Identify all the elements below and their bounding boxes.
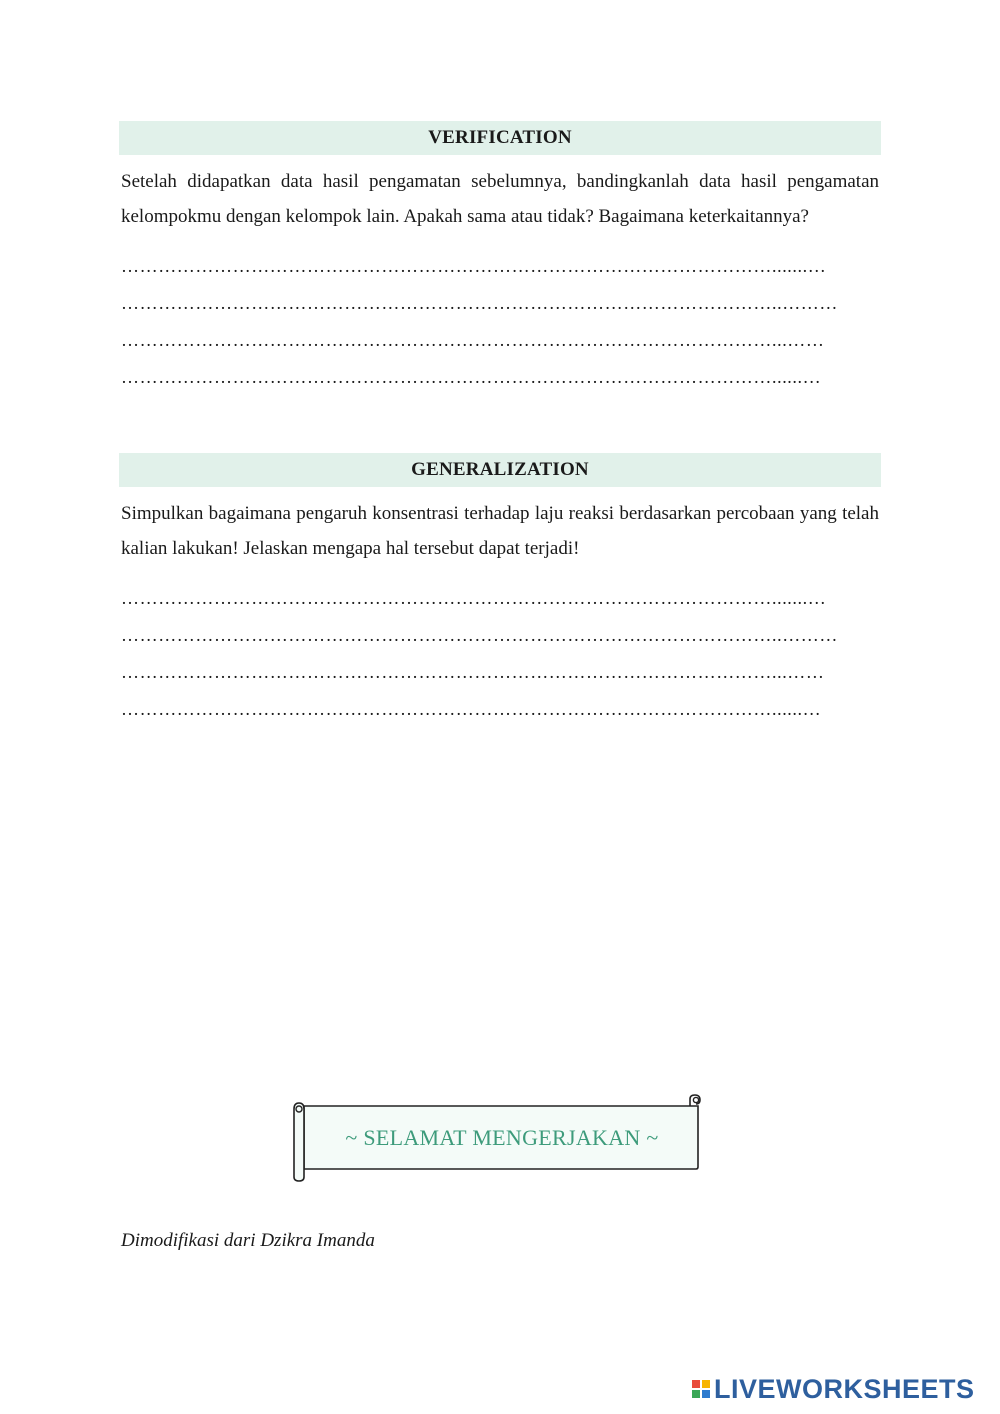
verification-answer-line-3[interactable] xyxy=(121,322,879,359)
liveworksheets-logo xyxy=(692,1374,975,1404)
generalization-header xyxy=(119,453,881,487)
verification-answer-line-2[interactable] xyxy=(121,285,879,322)
logo-square xyxy=(702,1390,710,1398)
verification-answer-line-4[interactable] xyxy=(121,359,879,396)
logo-square xyxy=(702,1380,710,1388)
verification-answer-area xyxy=(121,248,879,396)
logo-square xyxy=(692,1380,700,1388)
logo-square xyxy=(692,1390,700,1398)
generalization-answer-area xyxy=(121,580,879,728)
verification-title: VERIFICATION xyxy=(428,127,572,148)
generalization-answer-line-1[interactable] xyxy=(121,580,879,617)
verification-prompt: Setelah didapatkan data hasil pengamatan sebelumnya, bandingkanlah data hasil pengamatan kelompokmu dengan kelompok lain. Apakah sama atau tidak? Bagaimana keterkaitannya? xyxy=(121,171,879,227)
generalization-answer-line-3[interactable] xyxy=(121,654,879,691)
logo-squares-icon xyxy=(692,1380,710,1398)
verification-answer-line-1[interactable] xyxy=(121,248,879,285)
generalization-prompt: Simpulkan bagaimana pengaruh konsentrasi terhadap laju reaksi berdasarkan percobaan yang telah kalian lakukan! Jelaskan mengapa hal tersebut dapat terjadi! xyxy=(121,503,879,559)
verification-header xyxy=(119,121,881,155)
banner-text: ~ SELAMAT MENGERJAKAN ~ xyxy=(345,1125,659,1150)
generalization-title: GENERALIZATION xyxy=(411,459,589,480)
scroll-banner xyxy=(290,1093,708,1183)
credit-text: Dimodifikasi dari Dzikra Imanda xyxy=(121,1230,375,1251)
generalization-answer-line-2[interactable] xyxy=(121,617,879,654)
generalization-answer-line-4[interactable] xyxy=(121,691,879,728)
logo-text: LIVEWORKSHEETS xyxy=(714,1373,975,1404)
